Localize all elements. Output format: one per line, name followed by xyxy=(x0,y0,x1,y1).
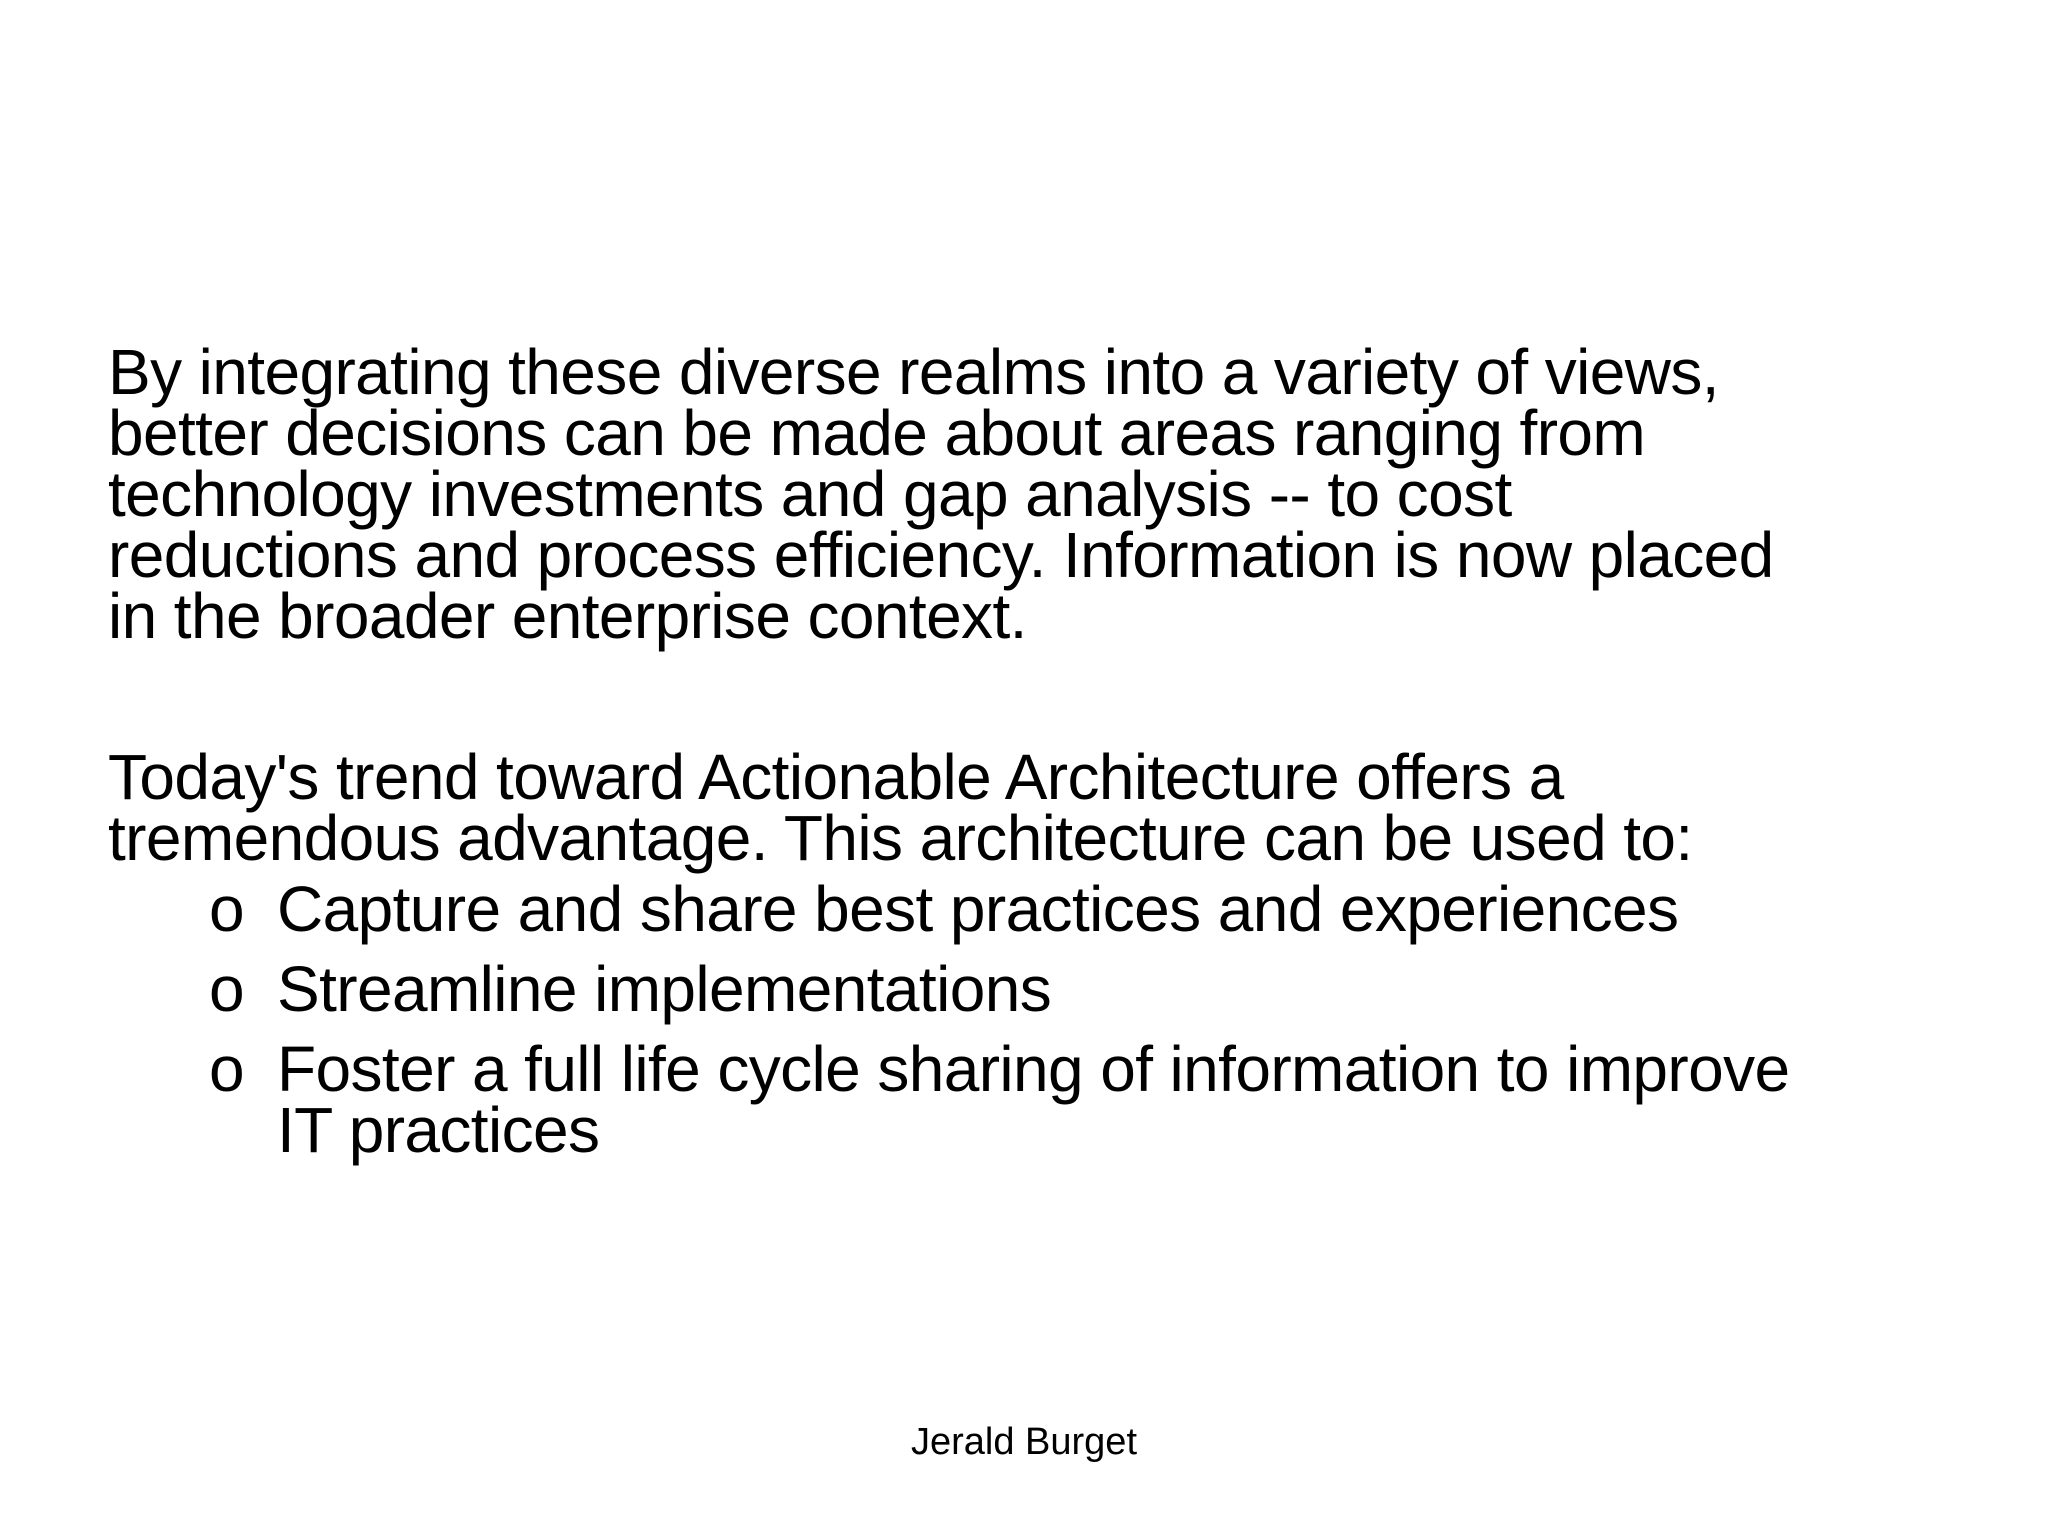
list-item xyxy=(108,1033,1988,1166)
list-item xyxy=(108,953,1988,1025)
author-footer: Jerald Burget xyxy=(910,1421,1137,1463)
list-item-text: Streamline implementations xyxy=(277,953,1052,1025)
list-item xyxy=(108,873,1988,945)
bullet-marker: o xyxy=(209,953,244,1025)
slide-body xyxy=(108,336,1988,1180)
list-item-text: Foster a full life cycle sharing of information to improve IT practices xyxy=(277,1033,1790,1166)
list-item-text: Capture and share best practices and experiences xyxy=(277,873,1679,945)
architecture-uses-list xyxy=(108,873,1988,1166)
bullet-marker: o xyxy=(209,873,244,945)
integration-paragraph: By integrating these diverse realms into a variety of views, better decisions can be made about areas ranging from technology investments and gap analysis -- to cost reductions and process efficiency. Information is now placed in the broader enterprise context. xyxy=(108,336,1774,652)
bullet-marker: o xyxy=(209,1033,244,1105)
actionable-architecture-paragraph: Today's trend toward Actionable Architecture offers a tremendous advantage. This architecture can be used to: xyxy=(108,741,1693,874)
